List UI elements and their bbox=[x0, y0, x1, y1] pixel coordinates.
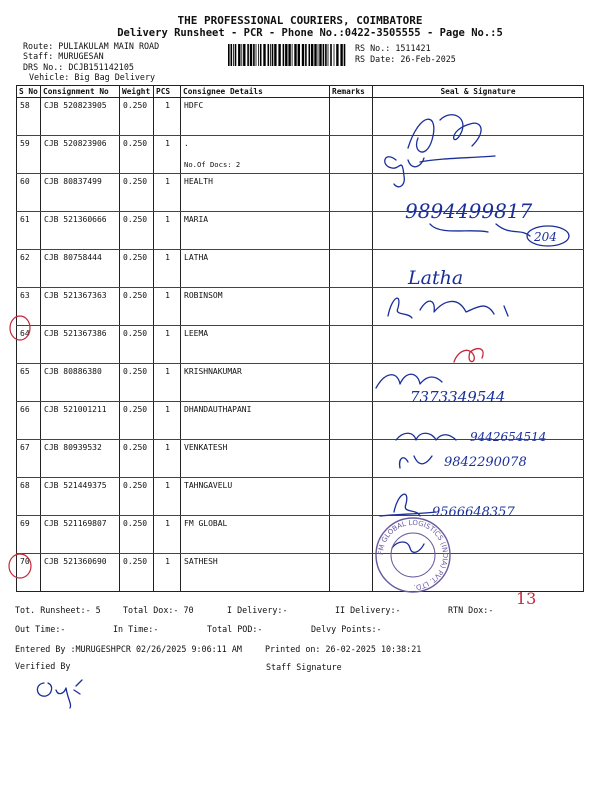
table-row bbox=[17, 326, 584, 364]
table-row bbox=[17, 364, 584, 402]
cell-consignment bbox=[41, 174, 120, 212]
barcode-bar bbox=[250, 44, 252, 66]
cell-weight bbox=[120, 136, 154, 174]
cell-consignee-text: FM GLOBAL bbox=[184, 519, 228, 528]
cell-weight-text: 0.250 bbox=[123, 329, 148, 338]
cell-pcs bbox=[154, 98, 181, 136]
handwritten-phone-67: 9842290078 bbox=[444, 455, 527, 470]
docs-note: No.Of Docs: 2 bbox=[184, 160, 241, 169]
printed-on: Printed on: 26-02-2025 10:38:21 bbox=[265, 644, 422, 654]
barcode-image bbox=[228, 44, 346, 66]
cell-weight-text: 0.250 bbox=[123, 177, 148, 186]
barcode-bar bbox=[260, 44, 262, 66]
cell-weight bbox=[120, 326, 154, 364]
cell-weight bbox=[120, 174, 154, 212]
cell-consignment bbox=[41, 288, 120, 326]
cell-seal-signature bbox=[373, 364, 584, 402]
barcode-bar bbox=[247, 44, 249, 66]
barcode-bar bbox=[283, 44, 285, 66]
cell-pcs-text: 1 bbox=[165, 215, 170, 224]
barcode-bar bbox=[243, 44, 245, 66]
barcode-bar bbox=[344, 44, 346, 66]
table-row bbox=[17, 174, 584, 212]
table-row bbox=[17, 554, 584, 592]
barcode-bar bbox=[302, 44, 304, 66]
cell-weight-text: 0.250 bbox=[123, 481, 148, 490]
cell-pcs-text: 1 bbox=[165, 101, 170, 110]
cell-pcs bbox=[154, 212, 181, 250]
drs-number: DRS No.: DCJB151142105 bbox=[23, 62, 134, 72]
cell-seal-signature bbox=[373, 98, 584, 136]
cell-remarks bbox=[330, 554, 373, 592]
cell-consignment bbox=[41, 440, 120, 478]
table-row bbox=[17, 402, 584, 440]
cell-weight-text: 0.250 bbox=[123, 101, 148, 110]
cell-consignee bbox=[181, 554, 330, 592]
vehicle-label: Vehicle: Big Bag Delivery bbox=[29, 72, 156, 82]
barcode-bar bbox=[285, 44, 287, 66]
cell-pcs bbox=[154, 516, 181, 554]
col-header-sno: S No bbox=[17, 86, 41, 98]
barcode-bar bbox=[228, 44, 230, 66]
cell-pcs bbox=[154, 402, 181, 440]
barcode-bar bbox=[235, 44, 237, 66]
barcode-bar bbox=[274, 44, 276, 66]
runsheet-table bbox=[16, 85, 584, 592]
cell-consignment-text: CJB 521367386 bbox=[44, 329, 107, 338]
cell-remarks bbox=[330, 288, 373, 326]
barcode-bar bbox=[263, 44, 265, 66]
col-header-seal-signature: Seal & Signature bbox=[373, 86, 584, 98]
cell-pcs-text: 1 bbox=[165, 405, 170, 414]
cell-pcs bbox=[154, 478, 181, 516]
cell-sno-text: 70 bbox=[20, 557, 30, 566]
barcode-bar bbox=[325, 44, 327, 66]
cell-sno bbox=[17, 440, 41, 478]
cell-sno-text: 63 bbox=[20, 291, 30, 300]
cell-seal-signature bbox=[373, 250, 584, 288]
cell-consignee bbox=[181, 402, 330, 440]
ii-delivery: II Delivery:- bbox=[335, 605, 401, 615]
cell-seal-signature bbox=[373, 516, 584, 554]
cell-consignee-text: LEEMA bbox=[184, 329, 209, 338]
cell-consignee-text: LATHA bbox=[184, 253, 209, 262]
barcode-bar bbox=[270, 44, 271, 66]
cell-consignment-text: CJB 520823905 bbox=[44, 101, 107, 110]
cell-consignment-text: CJB 521001211 bbox=[44, 405, 107, 414]
table-header-row bbox=[17, 86, 584, 98]
cell-weight bbox=[120, 364, 154, 402]
cell-pcs-text: 1 bbox=[165, 291, 170, 300]
cell-weight-text: 0.250 bbox=[123, 215, 148, 224]
barcode-bar bbox=[258, 44, 259, 66]
document-title: THE PROFESSIONAL COURIERS, COIMBATORE bbox=[177, 14, 423, 27]
handwritten-phone-61: 9894499817 bbox=[405, 199, 533, 223]
rs-date: RS Date: 26-Feb-2025 bbox=[355, 54, 456, 64]
cell-consignment bbox=[41, 136, 120, 174]
cell-weight-text: 0.250 bbox=[123, 291, 148, 300]
handwritten-name-63: Latha bbox=[408, 267, 464, 289]
cell-remarks bbox=[330, 326, 373, 364]
cell-pcs bbox=[154, 554, 181, 592]
table-row bbox=[17, 288, 584, 326]
table-row bbox=[17, 136, 584, 174]
cell-consignment-text: CJB 521360666 bbox=[44, 215, 107, 224]
cell-sno bbox=[17, 554, 41, 592]
cell-remarks bbox=[330, 478, 373, 516]
barcode-bar bbox=[314, 44, 316, 66]
cell-remarks bbox=[330, 440, 373, 478]
cell-consignee bbox=[181, 516, 330, 554]
cell-pcs-text: 1 bbox=[165, 253, 170, 262]
out-time: Out Time:- bbox=[15, 624, 66, 634]
cell-pcs bbox=[154, 364, 181, 402]
cell-consignee-text: MARIA bbox=[184, 215, 209, 224]
cell-weight bbox=[120, 212, 154, 250]
cell-consignee bbox=[181, 98, 330, 136]
cell-consignee bbox=[181, 364, 330, 402]
table-row bbox=[17, 440, 584, 478]
cell-consignment-text: CJB 520823906 bbox=[44, 139, 107, 148]
cell-sno-text: 60 bbox=[20, 177, 30, 186]
handwritten-phone-65: 7373349544 bbox=[410, 388, 506, 406]
cell-consignment-text: CJB 521360690 bbox=[44, 557, 107, 566]
cell-seal-signature bbox=[373, 174, 584, 212]
handwritten-phone-68: 9566648357 bbox=[432, 505, 515, 520]
barcode-bar bbox=[278, 44, 280, 66]
cell-sno-text: 62 bbox=[20, 253, 30, 262]
verified-signature bbox=[37, 680, 82, 708]
cell-consignment bbox=[41, 478, 120, 516]
cell-remarks bbox=[330, 98, 373, 136]
cell-pcs bbox=[154, 326, 181, 364]
table-row bbox=[17, 98, 584, 136]
cell-weight bbox=[120, 250, 154, 288]
cell-sno bbox=[17, 98, 41, 136]
total-pod: Total POD:- bbox=[207, 624, 263, 634]
stamp-text: FM GLOBAL LOGISTICS (INDIA) PVT. LTD. bbox=[376, 518, 450, 592]
col-header-consignee: Consignee Details bbox=[181, 86, 330, 98]
cell-consignee bbox=[181, 478, 330, 516]
cell-consignee-text: HDFC bbox=[184, 101, 204, 110]
cell-remarks bbox=[330, 364, 373, 402]
cell-pcs-text: 1 bbox=[165, 329, 170, 338]
cell-consignee-text: ROBINSOM bbox=[184, 291, 223, 300]
col-header-pcs: PCS bbox=[154, 86, 181, 98]
cell-remarks bbox=[330, 212, 373, 250]
cell-sno bbox=[17, 402, 41, 440]
barcode-bar bbox=[233, 44, 234, 66]
cell-seal-signature bbox=[373, 440, 584, 478]
barcode-bar bbox=[298, 44, 300, 66]
cell-pcs-text: 1 bbox=[165, 443, 170, 452]
cell-sno-text: 64 bbox=[20, 329, 30, 338]
cell-pcs bbox=[154, 250, 181, 288]
cell-consignment-text: CJB 80758444 bbox=[44, 253, 102, 262]
cell-sno-text: 65 bbox=[20, 367, 30, 376]
cell-sno-text: 66 bbox=[20, 405, 30, 414]
cell-consignment bbox=[41, 250, 120, 288]
cell-consignment-text: CJB 521367363 bbox=[44, 291, 107, 300]
cell-consignee bbox=[181, 250, 330, 288]
cell-weight-text: 0.250 bbox=[123, 519, 148, 528]
cell-weight-text: 0.250 bbox=[123, 139, 148, 148]
cell-sno bbox=[17, 364, 41, 402]
cell-consignment-text: CJB 521449375 bbox=[44, 481, 107, 490]
barcode-bar bbox=[292, 44, 293, 66]
cell-sno-text: 58 bbox=[20, 101, 30, 110]
cell-pcs-text: 1 bbox=[165, 177, 170, 186]
cell-sno bbox=[17, 212, 41, 250]
cell-sno-text: 69 bbox=[20, 519, 30, 528]
barcode-bar bbox=[272, 44, 274, 66]
rtn-dox: RTN Dox:- bbox=[448, 605, 494, 615]
handwritten-phone-66: 9442654514 bbox=[470, 430, 547, 444]
staff-signature-label: Staff Signature bbox=[266, 662, 342, 672]
cell-consignment bbox=[41, 516, 120, 554]
table-row bbox=[17, 250, 584, 288]
barcode-bar bbox=[309, 44, 311, 66]
cell-seal-signature bbox=[373, 136, 584, 174]
barcode-bar bbox=[294, 44, 296, 66]
barcode-bar bbox=[253, 44, 255, 66]
col-header-weight: Weight bbox=[120, 86, 154, 98]
cell-pcs-text: 1 bbox=[165, 557, 170, 566]
barcode-bar bbox=[336, 44, 338, 66]
cell-consignee bbox=[181, 440, 330, 478]
total-dox: Total Dox:- 70 bbox=[123, 605, 194, 615]
cell-sno bbox=[17, 478, 41, 516]
barcode-bar bbox=[318, 44, 319, 66]
cell-weight bbox=[120, 440, 154, 478]
cell-consignee-text: DHANDAUTHAPANI bbox=[184, 405, 252, 414]
cell-sno bbox=[17, 516, 41, 554]
cell-weight bbox=[120, 478, 154, 516]
barcode-bar bbox=[323, 44, 325, 66]
entered-by: Entered By :MURUGESHPCR 02/26/2025 9:06:11 AM bbox=[15, 644, 242, 654]
rs-number: RS No.: 1511421 bbox=[355, 43, 431, 53]
barcode-bar bbox=[305, 44, 307, 66]
barcode-bar bbox=[231, 44, 233, 66]
table-row bbox=[17, 478, 584, 516]
barcode-bar bbox=[334, 44, 335, 66]
red-page-mark: 13 bbox=[516, 589, 537, 608]
cell-sno-text: 61 bbox=[20, 215, 30, 224]
cell-remarks bbox=[330, 250, 373, 288]
cell-consignee-text: HEALTH bbox=[184, 177, 213, 186]
cell-consignee-text: VENKATESH bbox=[184, 443, 228, 452]
cell-weight bbox=[120, 98, 154, 136]
cell-weight bbox=[120, 288, 154, 326]
cell-consignment-text: CJB 521169807 bbox=[44, 519, 107, 528]
handwritten-number-62: 204 bbox=[534, 230, 557, 244]
cell-weight-text: 0.250 bbox=[123, 443, 148, 452]
cell-consignment bbox=[41, 326, 120, 364]
cell-consignment-text: CJB 80886380 bbox=[44, 367, 102, 376]
cell-consignment bbox=[41, 554, 120, 592]
cell-consignment-text: CJB 80939532 bbox=[44, 443, 102, 452]
cell-sno bbox=[17, 288, 41, 326]
cell-pcs-text: 1 bbox=[165, 481, 170, 490]
cell-sno-text: 59 bbox=[20, 139, 30, 148]
cell-seal-signature bbox=[373, 326, 584, 364]
cell-consignment bbox=[41, 364, 120, 402]
barcode-bar bbox=[268, 44, 270, 66]
cell-seal-signature bbox=[373, 554, 584, 592]
cell-sno-text: 67 bbox=[20, 443, 30, 452]
verified-by-label: Verified By bbox=[15, 661, 71, 671]
barcode-bar bbox=[311, 44, 313, 66]
cell-pcs bbox=[154, 136, 181, 174]
cell-consignee-text: . bbox=[184, 139, 189, 148]
cell-seal-signature bbox=[373, 288, 584, 326]
cell-consignee bbox=[181, 174, 330, 212]
barcode-bar bbox=[319, 44, 321, 66]
cell-consignee bbox=[181, 136, 330, 174]
cell-remarks bbox=[330, 136, 373, 174]
cell-sno-text: 68 bbox=[20, 481, 30, 490]
barcode-bar bbox=[330, 44, 332, 66]
table-row bbox=[17, 516, 584, 554]
cell-remarks bbox=[330, 516, 373, 554]
route-label: Route: PULIAKULAM MAIN ROAD bbox=[23, 41, 160, 51]
cell-consignee-text: TAHNGAVELU bbox=[184, 481, 233, 490]
cell-sno bbox=[17, 250, 41, 288]
cell-pcs bbox=[154, 288, 181, 326]
in-time: In Time:- bbox=[113, 624, 159, 634]
barcode-bar bbox=[340, 44, 342, 66]
cell-consignment bbox=[41, 98, 120, 136]
cell-consignee bbox=[181, 212, 330, 250]
cell-consignment bbox=[41, 212, 120, 250]
barcode-bar bbox=[256, 44, 257, 66]
cell-weight bbox=[120, 554, 154, 592]
cell-sno bbox=[17, 136, 41, 174]
table-row bbox=[17, 212, 584, 250]
cell-consignee bbox=[181, 326, 330, 364]
cell-consignee-text: KRISHNAKUMAR bbox=[184, 367, 242, 376]
cell-consignment-text: CJB 80837499 bbox=[44, 177, 102, 186]
barcode-bar bbox=[241, 44, 242, 66]
cell-weight-text: 0.250 bbox=[123, 557, 148, 566]
cell-pcs-text: 1 bbox=[165, 139, 170, 148]
cell-sno bbox=[17, 174, 41, 212]
col-header-remarks: Remarks bbox=[330, 86, 373, 98]
cell-weight bbox=[120, 516, 154, 554]
cell-sno bbox=[17, 326, 41, 364]
cell-consignment bbox=[41, 402, 120, 440]
cell-pcs-text: 1 bbox=[165, 519, 170, 528]
cell-remarks bbox=[330, 174, 373, 212]
cell-seal-signature bbox=[373, 478, 584, 516]
barcode-bar bbox=[238, 44, 240, 66]
cell-consignee-text: SATHESH bbox=[184, 557, 218, 566]
barcode-bar bbox=[288, 44, 290, 66]
barcode-bar bbox=[328, 44, 329, 66]
cell-seal-signature bbox=[373, 402, 584, 440]
i-delivery: I Delivery:- bbox=[227, 605, 288, 615]
cell-weight-text: 0.250 bbox=[123, 253, 148, 262]
cell-weight-text: 0.250 bbox=[123, 367, 148, 376]
cell-remarks bbox=[330, 402, 373, 440]
delvy-points: Delvy Points:- bbox=[311, 624, 382, 634]
cell-pcs bbox=[154, 174, 181, 212]
cell-weight bbox=[120, 402, 154, 440]
document-subtitle: Delivery Runsheet - PCR - Phone No.:0422-3505555 - Page No.:5 bbox=[117, 27, 503, 39]
cell-pcs-text: 1 bbox=[165, 367, 170, 376]
cell-consignee bbox=[181, 288, 330, 326]
cell-weight-text: 0.250 bbox=[123, 405, 148, 414]
tot-runsheet: Tot. Runsheet:- 5 bbox=[15, 605, 101, 615]
cell-pcs bbox=[154, 440, 181, 478]
cell-seal-signature bbox=[373, 212, 584, 250]
col-header-consignment: Consignment No bbox=[41, 86, 120, 98]
staff-label: Staff: MURUGESAN bbox=[23, 51, 104, 61]
